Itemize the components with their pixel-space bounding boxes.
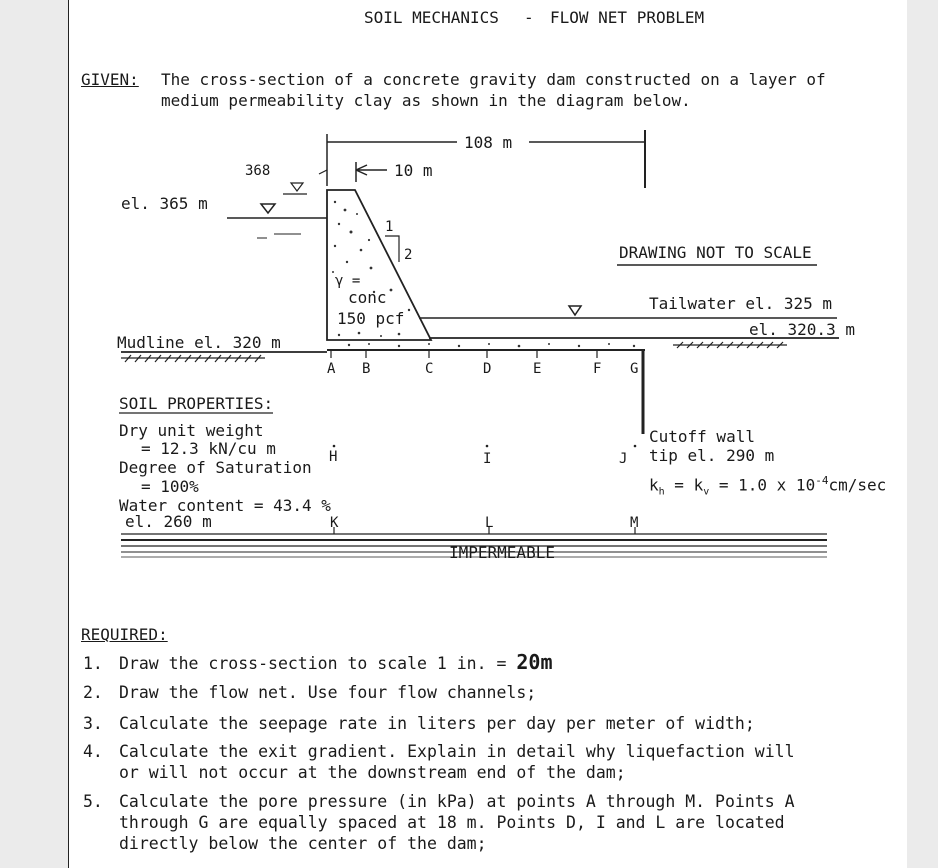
slope-label-1: 1 xyxy=(385,219,394,235)
water-content: Water content = 43.4 % xyxy=(119,496,331,515)
saturation-value: = 100% xyxy=(141,477,199,496)
given-label: GIVEN: xyxy=(81,70,139,89)
hw-water-symbol xyxy=(261,204,275,213)
point-h: H xyxy=(329,449,338,465)
bottom-elevation: el. 260 m xyxy=(125,512,212,531)
permeability-label: $k_h = k_v = 1.0$ x $10^{-4}cm/\sec$ xyxy=(649,474,887,498)
hw-water-symbol-small xyxy=(291,183,303,191)
required-item-4-cont: or will not occur at the downstream end of the dam; xyxy=(119,763,626,782)
given-line-1: The cross-section of a concrete gravity dam constructed on a layer of xyxy=(161,70,826,89)
mudline-label: Mudline el. 320 m xyxy=(117,333,281,352)
point-k: K xyxy=(330,515,339,531)
point-d: D xyxy=(483,361,492,377)
title-dash: - xyxy=(524,8,534,27)
slope-label-2: 2 xyxy=(404,247,413,263)
dim-10-arrow xyxy=(356,165,387,175)
saturation: Degree of Saturation xyxy=(119,458,312,477)
soil-heading: SOIL PROPERTIES: xyxy=(119,394,274,413)
point-b: B xyxy=(362,361,371,377)
dim-108-label: 108 m xyxy=(464,133,513,152)
j-dot xyxy=(634,445,637,448)
required-item-5: 5. Calculate the pore pressure (in kPa) at points A through M. Points A xyxy=(83,792,795,811)
required-heading: REQUIRED: xyxy=(81,625,168,644)
worksheet-page xyxy=(68,0,907,868)
point-e: E xyxy=(533,361,542,377)
hw-leader xyxy=(319,170,327,174)
drawing-note: DRAWING NOT TO SCALE xyxy=(619,243,812,262)
page-subtitle: FLOW NET PROBLEM xyxy=(550,8,705,27)
point-j: J xyxy=(619,451,628,467)
hw-note: 368 xyxy=(245,163,271,179)
required-item-3: 3. Calculate the seepage rate in liters per day per meter of width; xyxy=(83,714,755,733)
dim-10-label: 10 m xyxy=(394,161,433,180)
downstream-elevation: el. 320.3 m xyxy=(749,320,855,339)
point-i: I xyxy=(483,451,492,467)
required-item-5-cont-1: through G are equally spaced at 18 m. Points D, I and L are located xyxy=(119,813,785,832)
headwater-elevation: el. 365 m xyxy=(121,194,208,213)
ground-hatch-right xyxy=(673,342,787,348)
foundation-stipple xyxy=(348,343,635,347)
tailwater-label: Tailwater el. 325 m xyxy=(649,294,833,313)
point-a: A xyxy=(327,361,336,377)
impermeable-label: IMPERMEABLE xyxy=(449,543,555,562)
point-c: C xyxy=(425,361,434,377)
cutoff-label-1: Cutoff wall xyxy=(649,427,755,446)
required-item-1: 1. Draw the cross-section to scale 1 in. = 20m xyxy=(83,650,553,674)
page-title: SOIL MECHANICS xyxy=(364,8,499,27)
dry-unit-weight-value: = 12.3 kN/cu m xyxy=(141,439,276,458)
required-item-4: 4. Calculate the exit gradient. Explain in detail why liquefaction will xyxy=(83,742,795,761)
unit-weight-label: 150 pcf xyxy=(337,309,405,328)
dry-unit-weight: Dry unit weight xyxy=(119,421,264,440)
given-line-2: medium permeability clay as shown in the diagram below. xyxy=(161,91,691,110)
point-g: G xyxy=(630,361,639,377)
point-l: L xyxy=(485,515,494,531)
i-dot xyxy=(486,445,489,448)
cutoff-label-2: tip el. 290 m xyxy=(649,446,775,465)
point-m: M xyxy=(630,515,639,531)
conc-label: conc xyxy=(348,288,387,307)
h-dot xyxy=(333,445,336,448)
point-f: F xyxy=(593,361,602,377)
required-item-2: 2. Draw the flow net. Use four flow channels; xyxy=(83,683,537,702)
tw-water-symbol xyxy=(569,306,581,315)
point-ticks xyxy=(331,350,597,358)
gamma-label: γ = xyxy=(335,273,361,289)
required-item-5-cont-2: directly below the center of the dam; xyxy=(119,834,487,853)
ground-hatch-left xyxy=(121,355,265,362)
